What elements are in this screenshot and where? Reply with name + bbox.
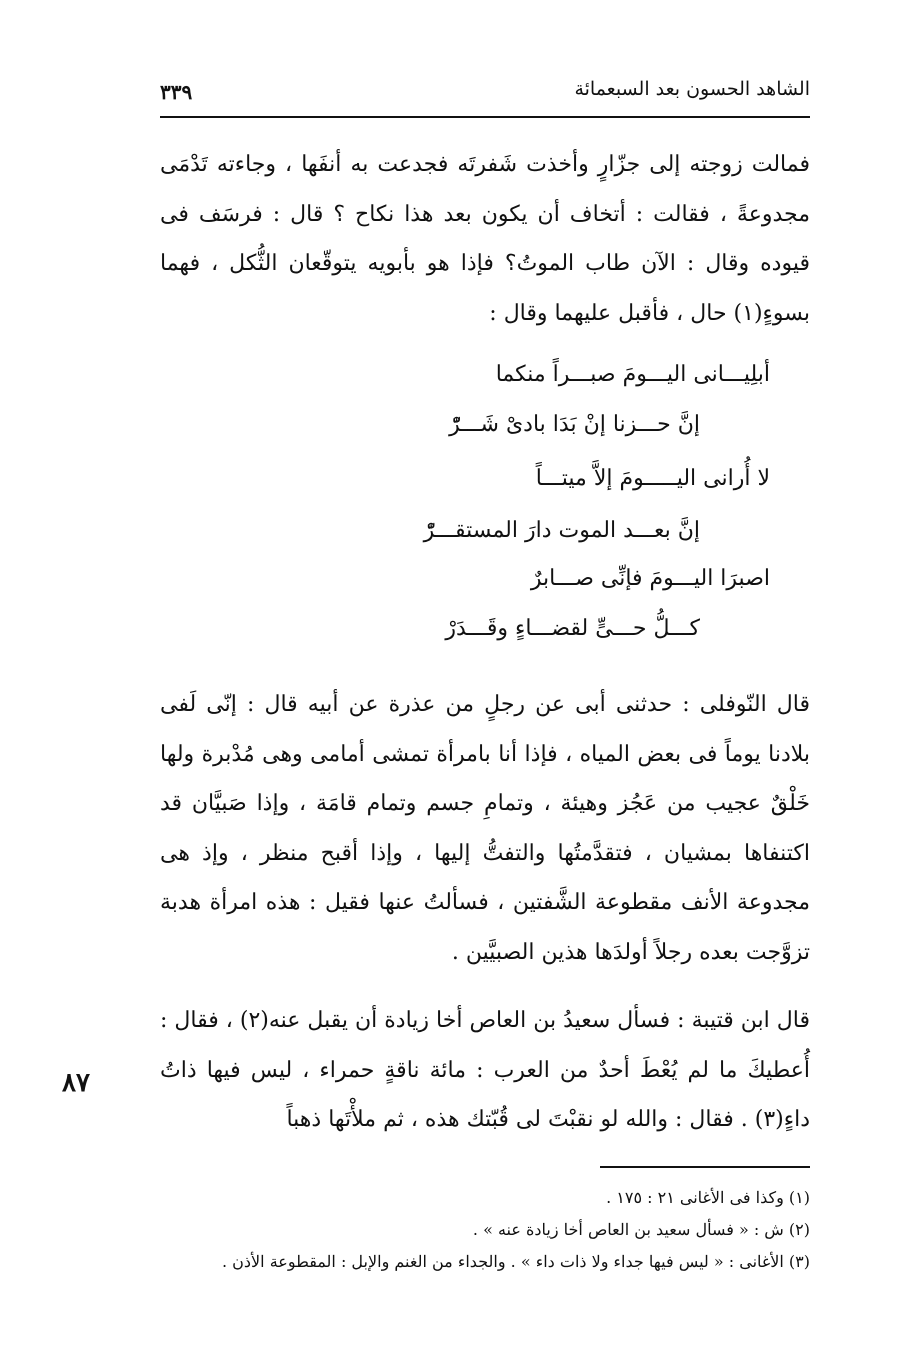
paragraph-2: [160, 680, 810, 977]
paragraph-text: قال النّوفلى : حدثنى أبى عن رجلٍ من عذرة عن أبيه قال : إنّى لَفى بلادنا يوماً فى بعض المياه ، فإذا أنا بامرأة تمشى أمامى وهى مُدْبرة ولها خَلْقٌ عجيب من عَجُز وهيئة ، وتمامِ جسم وتمام قامَة ، وإذا صَبيَّان قد اكتنفاها بمشيان ، فتقدَّمتُها والتفتُّ إليها ، وإذا أقبح منظر ، وإذ هى مجدوعة الأنف مقطوعة الشَّفتين ، فسألتُ عنها فقيل : هذه امرأة هدبة تزوَّجت بعده رجلاً أولدَها هذين الصبيَّين .: [160, 692, 810, 965]
verse-line: اصبرَا اليـــومَ فإنِّى صـــابرٌ: [530, 566, 770, 591]
footnote-2: (٢) ش : « فسأل سعيد بن العاص أخا زيادة عنه » .: [472, 1220, 810, 1239]
footnote-divider: [600, 1166, 810, 1168]
verse-line: لا أُرانى اليـــــومَ إلاَّ ميتـــاً: [535, 466, 770, 491]
footnote-1: (١) وكذا فى الأغانى ٢١ : ١٧٥ .: [606, 1188, 810, 1207]
page-number: ٣٣٩: [160, 80, 193, 104]
margin-number: ٨٧: [62, 1068, 90, 1098]
running-header: [160, 76, 810, 118]
paragraph-text: فمالت زوجته إلى جزّارٍ وأخذت شَفرتَه فجدعت به أنفَها ، وجاءته تَدْمَى مجدوعةً ، فقالت : أتخاف أن يكون بعد هذا نكاح ؟ قال : فرسَف فى قيوده وقال : الآن طاب الموتُ؟ فإذا هو بأبويه يتوقّعان الثُّكل ، فهما بسوءٍ(١) حال ، فأقبل عليهما وقال :: [160, 152, 810, 326]
verse-line: أبلِيـــانى اليـــومَ صبـــراً منكما: [495, 362, 770, 387]
verse-line: إنَّ حـــزنا إنْ بَدَا بادىْ شَـــرّْ: [449, 412, 700, 437]
paragraph-text: قال ابن قتيبة : فسأل سعيدُ بن العاص أخا زيادة أن يقبل عنه(٢) ، فقال : أُعطيكَ ما لم يُعْطَ أحدٌ من العرب : مائة ناقةٍ حمراء ، ليس فيها ذاتُ داءٍ(٣) . فقال : والله لو نقبْتَ لى قُبّتك هذه ، ثم ملأْتَها ذهباً: [160, 1008, 810, 1132]
footnotes: [160, 1182, 810, 1278]
verse-line: إنَّ بعـــد الموت دارَ المستقـــرّْ: [423, 518, 700, 543]
footnote-3: (٣) الأغانى : « ليس فيها جداء ولا ذات داء » . والجداء من الغنم والإبل : المقطوعة الأذن .: [221, 1252, 810, 1271]
paragraph-1: [160, 140, 810, 338]
verse-line: كـــلُّ حـــىٍّ لقضـــاءٍ وقَـــدَرْ: [445, 616, 700, 641]
paragraph-3: [160, 996, 810, 1145]
header-title: الشاهد الحسون بعد السبعمائة: [574, 78, 810, 100]
